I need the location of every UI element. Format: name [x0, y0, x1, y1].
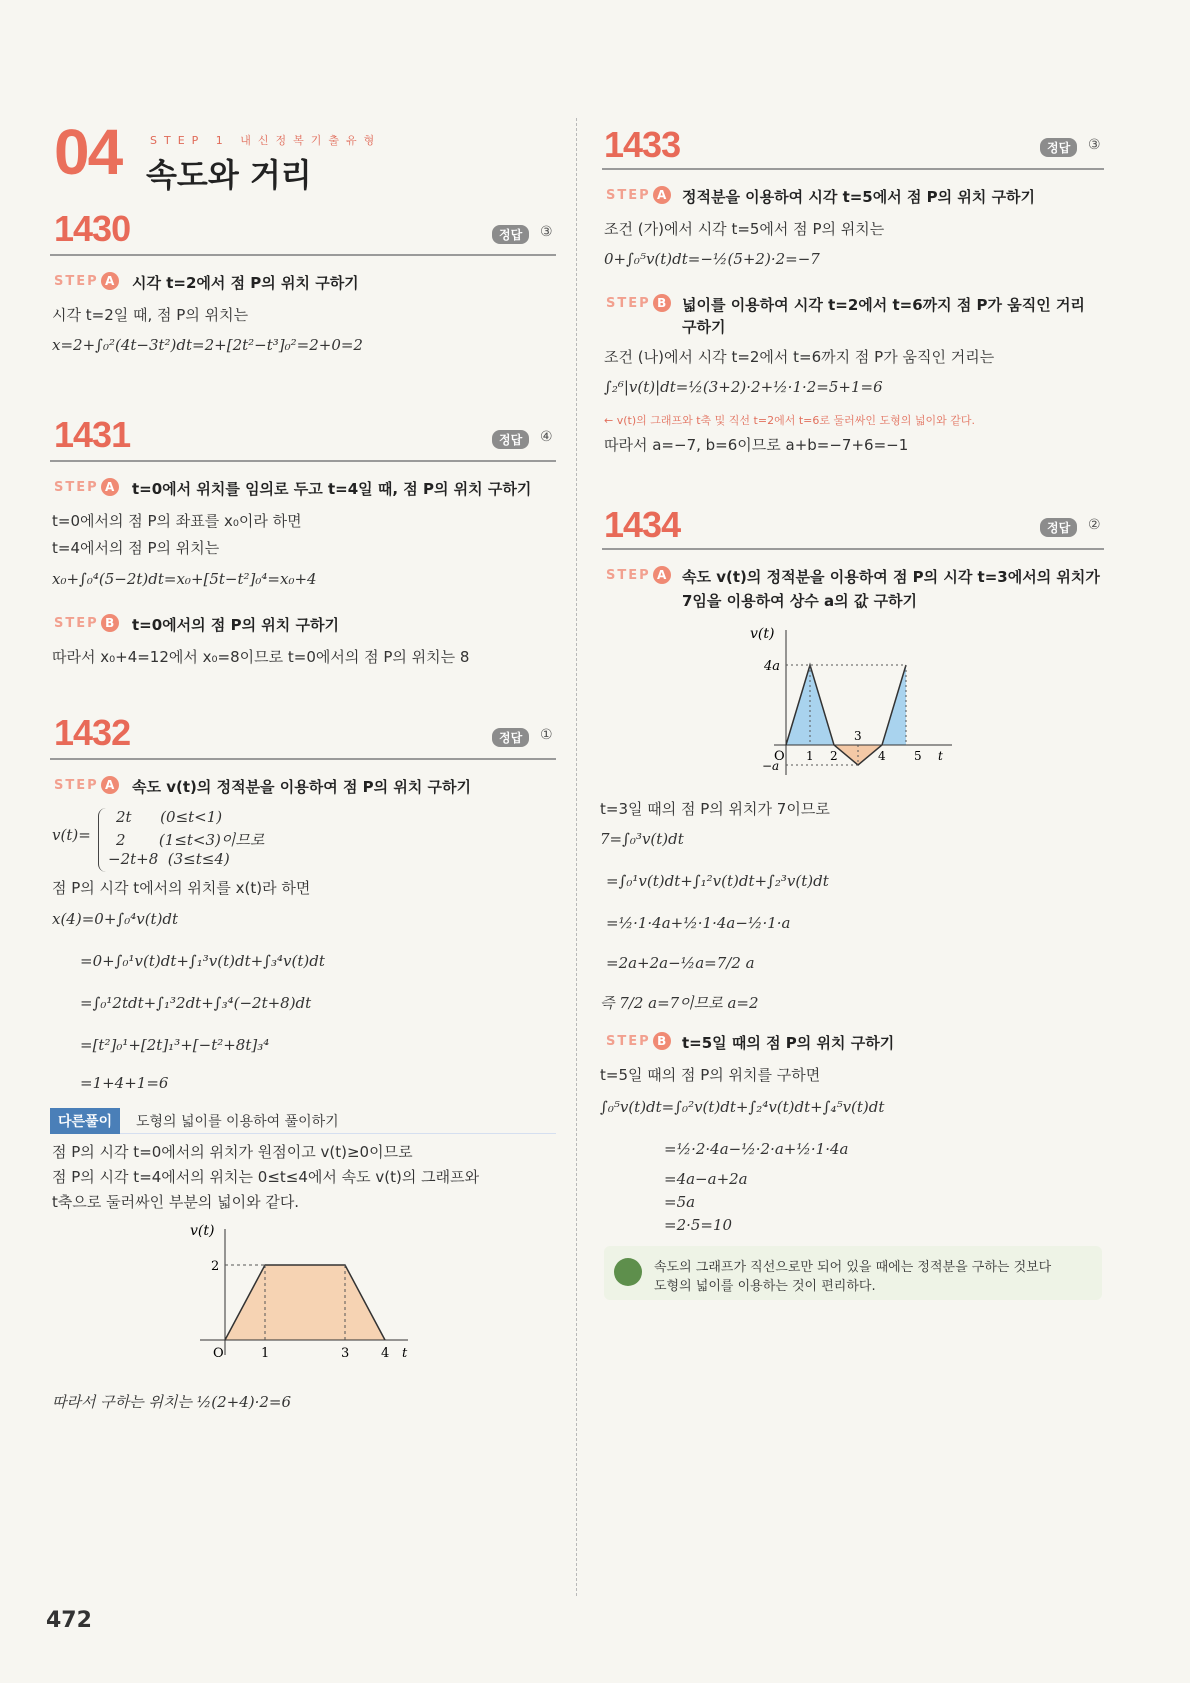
axis-label-x: t [402, 1346, 408, 1361]
tick-label-x: 3 [341, 1346, 350, 1361]
tip-text: 도형의 넓이를 이용하는 것이 편리하다. [654, 1279, 876, 1294]
problem-rule [50, 254, 556, 256]
piecewise-label: v(t)= [52, 826, 91, 844]
tick-label-x: 2 [830, 749, 838, 763]
step-a-title-1431: t=0에서 위치를 임의로 두고 t=4일 때, 점 P의 위치 구하기 [132, 480, 532, 498]
solution-line: 점 P의 시각 t=0에서의 위치가 원점이고 v(t)≥0이므로 [52, 1143, 413, 1161]
equation-line: =1+4+1=6 [80, 1074, 169, 1092]
origin-label: O [213, 1346, 224, 1361]
problem-number-1431: 1431 [54, 414, 131, 455]
tick-label-x: 4 [878, 749, 886, 763]
solution-line: t=0에서의 점 P의 좌표를 x₀이라 하면 [52, 512, 302, 530]
equation-line: =4a−a+2a [664, 1170, 748, 1188]
answer-value-1432: ① [540, 727, 553, 743]
step-b-title-1434: t=5일 때의 점 P의 위치 구하기 [682, 1034, 895, 1052]
answer-badge: 정답 [492, 225, 529, 244]
answer-value-1433: ③ [1088, 137, 1101, 153]
step-a-tag-1433: STEP A [606, 186, 671, 204]
solution-line: t축으로 둘러싸인 부분의 넓이와 같다. [52, 1193, 300, 1211]
problem-rule [50, 460, 556, 462]
equation-line: =2a+2a−½a=7/2 a [606, 954, 755, 972]
final-answer-line: 따라서 구하는 위치는 ½(2+4)·2=6 [52, 1393, 292, 1411]
equation-line: =∫₀¹v(t)dt+∫₁²v(t)dt+∫₂³v(t)dt [606, 872, 829, 890]
tip-box [604, 1246, 1102, 1300]
step-a-title-1432: 속도 v(t)의 정적분을 이용하여 점 P의 위치 구하기 [132, 778, 472, 796]
column-divider [576, 118, 577, 1596]
tick-label-x: 1 [806, 749, 814, 763]
tick-label-y: 2 [211, 1259, 220, 1274]
side-note: ← v(t)의 그래프와 t축 및 직선 t=2에서 t=6로 둘러싸인 도형의 넓이와 같다. [604, 414, 975, 427]
equation-line: =½·1·4a+½·1·4a−½·1·a [606, 914, 791, 932]
solution-line: 조건 (나)에서 시각 t=2에서 t=6까지 점 P가 움직인 거리는 [604, 348, 995, 366]
tick-label-x: 5 [914, 749, 922, 763]
velocity-graph-1432 [180, 1215, 420, 1365]
tick-label-y: −a [762, 759, 780, 773]
trapezoid-area [225, 1265, 385, 1340]
equation-line: ∫₂⁶|v(t)|dt=½(3+2)·2+½·1·2=5+1=6 [604, 378, 883, 396]
tick-label-x: 4 [381, 1346, 390, 1361]
solution-line: 조건 (가)에서 시각 t=5에서 점 P의 위치는 [604, 220, 885, 238]
tick-label-x: 1 [261, 1346, 270, 1361]
equation-line: 0+∫₀⁵v(t)dt=−½(5+2)·2=−7 [604, 250, 820, 268]
chapter-title: 속도와 거리 [146, 156, 312, 194]
tick-label-y: 4a [764, 659, 781, 674]
equation-line: ∫₀⁵v(t)dt=∫₀²v(t)dt+∫₂⁴v(t)dt+∫₄⁵v(t)dt [600, 1098, 885, 1116]
equation-line: =5a [664, 1193, 696, 1211]
tick-label-x: 3 [854, 729, 862, 743]
equation-line: x(4)=0+∫₀⁴v(t)dt [52, 910, 179, 928]
chapter-step-label: STEP 1 내신정복기출유형 [150, 134, 382, 147]
piecewise-case: 2 (1≤t<3)이므로 [116, 831, 265, 849]
origin-label: O [774, 749, 785, 764]
answer-badge: 정답 [1040, 138, 1077, 157]
answer-badge: 정답 [492, 430, 529, 449]
alt-solution-title: 도형의 넓이를 이용하여 풀이하기 [136, 1114, 339, 1130]
problem-number-1430: 1430 [54, 208, 131, 249]
axis-label-y: v(t) [750, 626, 775, 642]
lion-mascot-icon [614, 1258, 642, 1286]
step-a-tag-1430: STEP A [54, 272, 119, 290]
step-b-tag-1434: STEP B [606, 1032, 671, 1050]
step-a-tag-1432: STEP A [54, 776, 119, 794]
problem-number-1433: 1433 [604, 124, 681, 165]
answer-badge: 정답 [492, 728, 529, 747]
axis-label-x: t [938, 749, 943, 763]
step-b-title-1431: t=0에서의 점 P의 위치 구하기 [132, 616, 339, 634]
problem-rule [602, 168, 1104, 170]
equation-line: =2·5=10 [664, 1216, 733, 1234]
solution-line: 따라서 a=−7, b=6이므로 a+b=−7+6=−1 [604, 436, 909, 454]
equation-line: =∫₀¹2tdt+∫₁³2dt+∫₃⁴(−2t+8)dt [80, 994, 312, 1012]
answer-value-1430: ③ [540, 224, 553, 240]
equation-line: 7=∫₀³v(t)dt [600, 830, 684, 848]
step-a-title-1430: 시각 t=2에서 점 P의 위치 구하기 [132, 274, 359, 292]
problem-rule [50, 758, 556, 760]
solution-line: 점 P의 시각 t=4에서의 위치는 0≤t≤4에서 속도 v(t)의 그래프와 [52, 1168, 480, 1186]
problem-number-1434: 1434 [604, 504, 681, 545]
velocity-graph-1434 [740, 620, 960, 780]
solution-line: t=3일 때의 점 P의 위치가 7이므로 [600, 800, 830, 818]
page-number: 472 [46, 1608, 92, 1633]
problem-rule [602, 548, 1104, 550]
answer-badge: 정답 [1040, 518, 1077, 537]
equation-line: x₀+∫₀⁴(5−2t)dt=x₀+[5t−t²]₀⁴=x₀+4 [52, 570, 317, 588]
step-a-tag-1434: STEP A [606, 566, 671, 584]
step-a-title-1433: 정적분을 이용하여 시각 t=5에서 점 P의 위치 구하기 [682, 188, 1036, 206]
solution-line: t=4에서의 점 P의 위치는 [52, 539, 220, 557]
chapter-number: 04 [54, 116, 122, 188]
step-b-title-1433-cont: 구하기 [682, 318, 726, 336]
solution-line: 따라서 x₀+4=12에서 x₀=8이므로 t=0에서의 점 P의 위치는 8 [52, 648, 470, 666]
tip-text: 속도의 그래프가 직선으로만 되어 있을 때에는 정적분을 구하는 것보다 [654, 1260, 1052, 1275]
step-b-title-1433: 넓이를 이용하여 시각 t=2에서 t=6까지 점 P가 움직인 거리 [682, 296, 1085, 314]
piecewise-case: 2t (0≤t<1) [116, 808, 223, 826]
piecewise-case: −2t+8 (3≤t≤4) [108, 850, 230, 868]
solution-line: t=5일 때의 점 P의 위치를 구하면 [600, 1066, 821, 1084]
answer-value-1434: ② [1088, 517, 1101, 533]
axis-label-y: v(t) [190, 1223, 215, 1239]
equation-line: =½·2·4a−½·2·a+½·1·4a [664, 1140, 849, 1158]
alt-solution-badge: 다른풀이 [50, 1108, 120, 1134]
answer-value-1431: ④ [540, 429, 553, 445]
equation-line: x=2+∫₀²(4t−3t²)dt=2+[2t²−t³]₀²=2+0=2 [52, 336, 363, 354]
solution-line: 점 P의 시각 t에서의 위치를 x(t)라 하면 [52, 879, 311, 897]
problem-number-1432: 1432 [54, 712, 131, 753]
equation-line: 즉 7/2 a=7이므로 a=2 [600, 994, 759, 1012]
step-b-tag-1433: STEP B [606, 294, 671, 312]
step-a-title-1434-cont: 7임을 이용하여 상수 a의 값 구하기 [682, 592, 918, 610]
alt-solution-rule [50, 1133, 556, 1134]
solution-line: 시각 t=2일 때, 점 P의 위치는 [52, 306, 249, 324]
equation-line: =[t²]₀¹+[2t]₁³+[−t²+8t]₃⁴ [80, 1036, 270, 1054]
step-a-tag-1431: STEP A [54, 478, 119, 496]
equation-line: =0+∫₀¹v(t)dt+∫₁³v(t)dt+∫₃⁴v(t)dt [80, 952, 325, 970]
step-a-title-1434: 속도 v(t)의 정적분을 이용하여 점 P의 시각 t=3에서의 위치가 [682, 568, 1100, 586]
step-b-tag-1431: STEP B [54, 614, 119, 632]
